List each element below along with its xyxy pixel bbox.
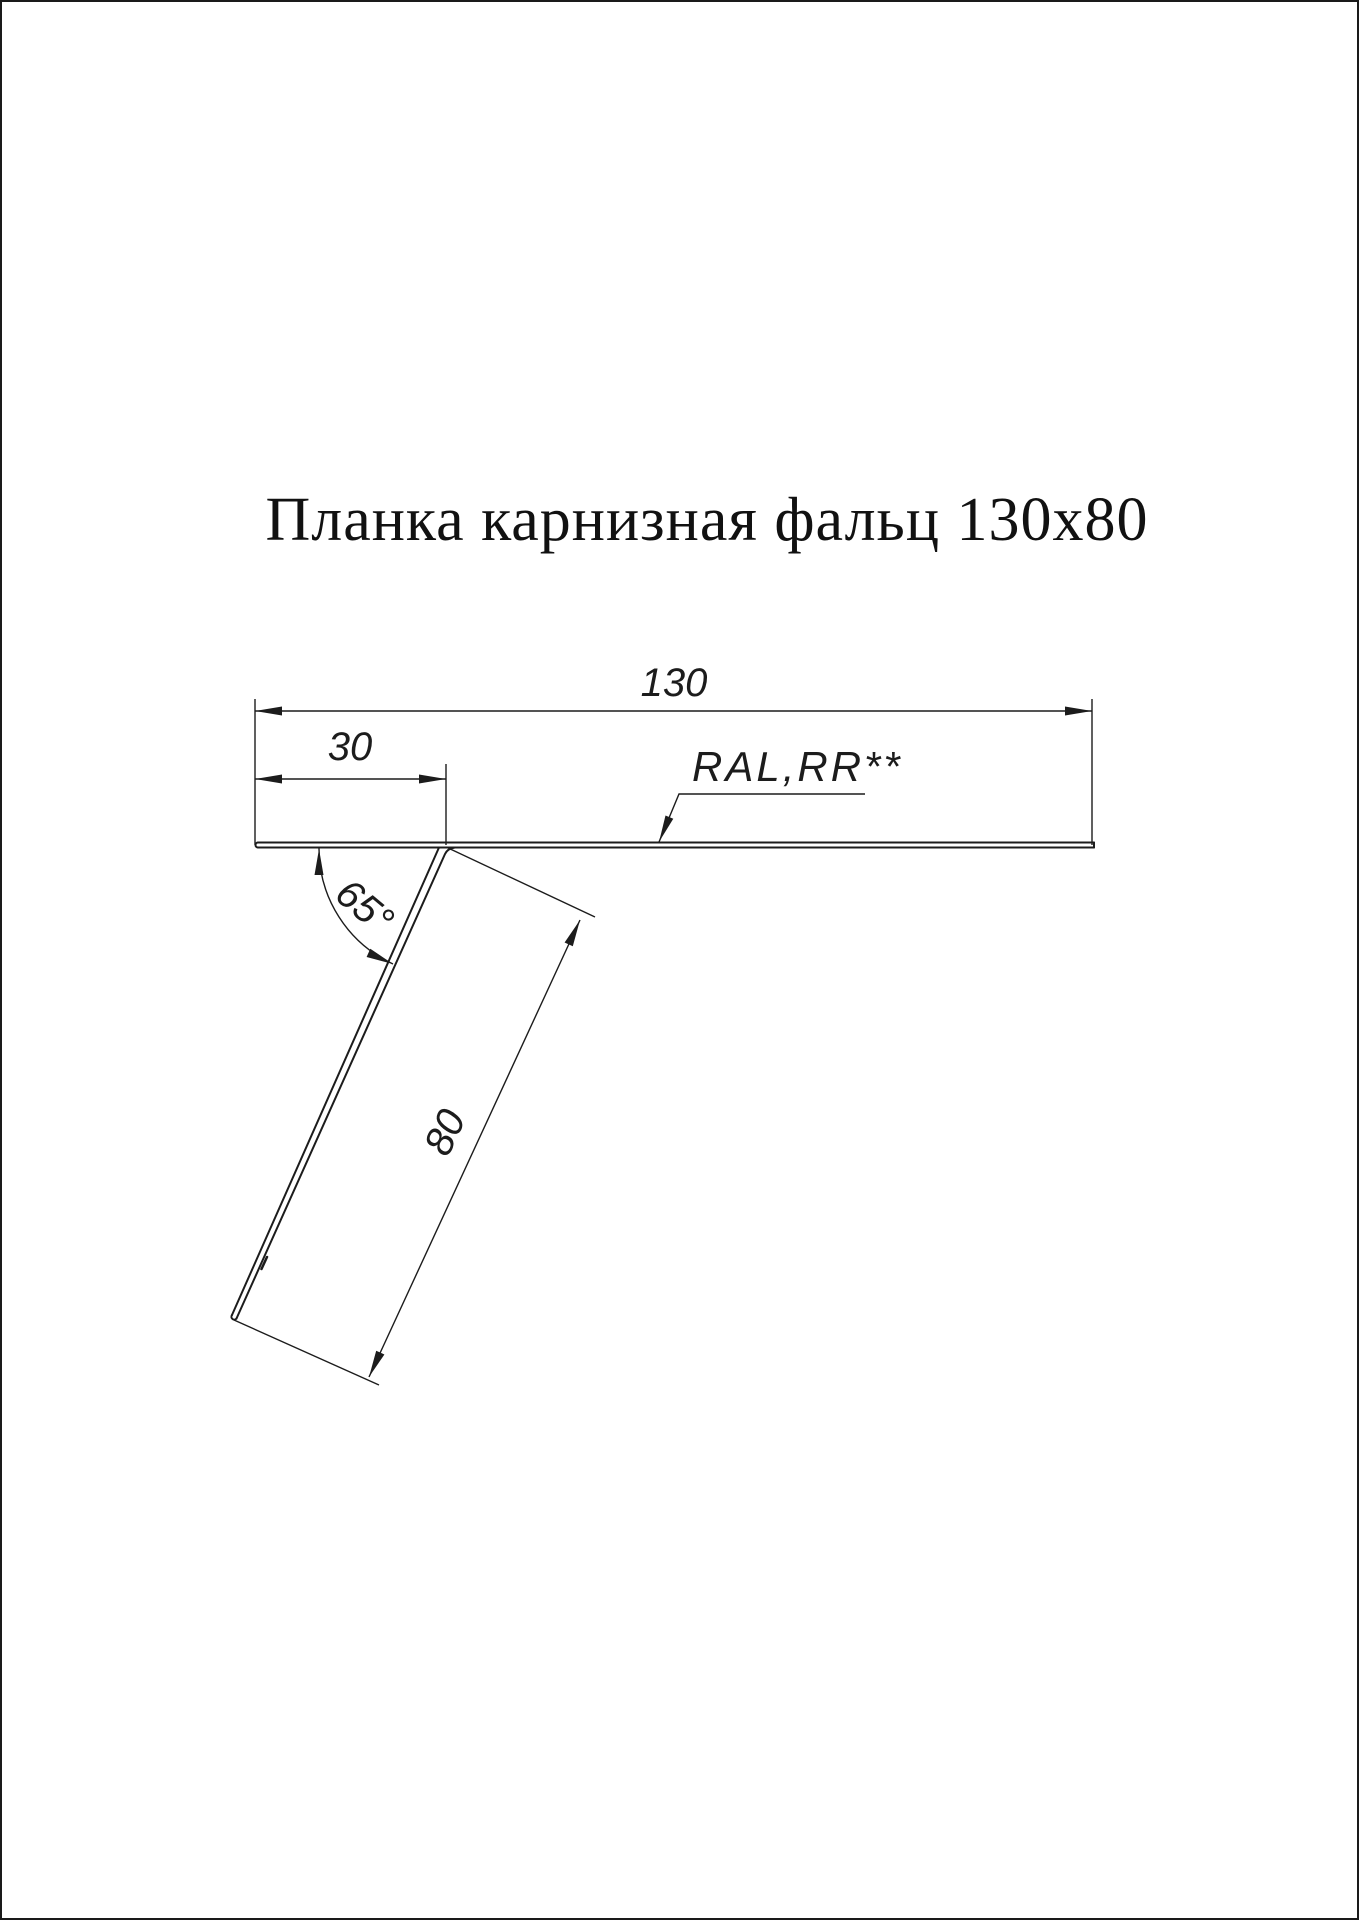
coating-note-label: RAL,RR** — [692, 743, 903, 790]
dim-label-80: 80 — [415, 1103, 475, 1162]
dim-label-130: 130 — [640, 661, 708, 705]
dim-label-65deg: 65° — [327, 870, 402, 944]
dim-label-30: 30 — [327, 725, 373, 769]
arrow-130-left — [255, 707, 282, 716]
arrow-arc-top — [315, 849, 324, 875]
ext-line-leg-bottom — [234, 1320, 379, 1385]
arrow-80-bottom — [369, 1351, 384, 1377]
leader-line-coating — [659, 794, 865, 842]
dimension-lines — [234, 699, 1092, 1385]
ext-line-leg-top — [446, 847, 595, 917]
profile-drawing-canvas — [2, 2, 1359, 1920]
arrow-30-left — [255, 775, 282, 784]
leg-bottom-fold-cap — [231, 1315, 236, 1320]
drawing-title: Планка карнизная фальц 130x80 — [265, 486, 1149, 554]
arrow-130-right — [1065, 707, 1092, 716]
dim-line-80 — [369, 920, 580, 1377]
arrow-80-top — [565, 920, 580, 946]
arrow-leader — [659, 816, 673, 843]
flange-left-fold-cap — [256, 843, 259, 848]
arrow-30-right — [419, 775, 446, 784]
arrow-arc-bottom — [367, 949, 393, 964]
leg-left-line — [232, 848, 439, 1316]
